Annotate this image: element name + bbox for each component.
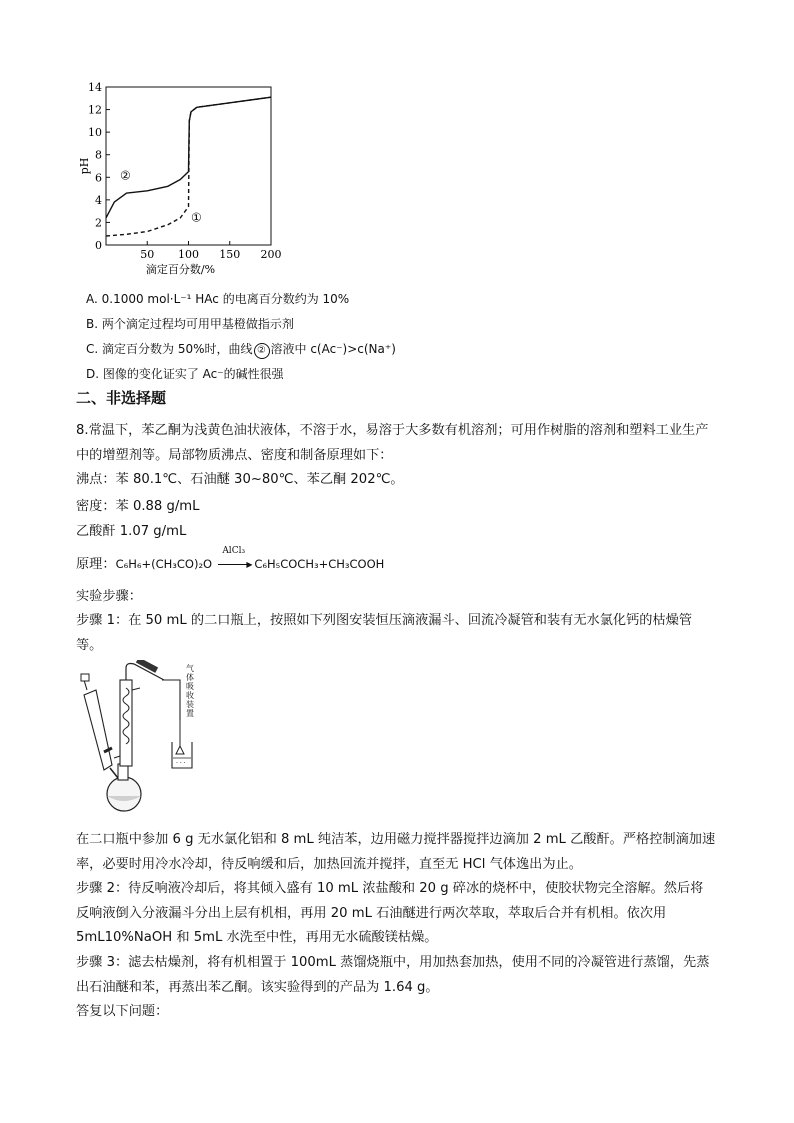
principle-label: 原理： (76, 557, 116, 572)
option-a: A. 0.1000 mol·L⁻¹ HAc 的电离百分数约为 10% (86, 292, 350, 306)
steps-title: 实验步骤： (76, 589, 142, 604)
x-tick-label: 100 (178, 248, 199, 261)
option-c (86, 340, 396, 359)
q8-intro: 8.常温下，苯乙酮为浅黄色油状液体，不溶于水，易溶于大多数有机溶剂；可用作树脂的溶剂和塑料工业生产中的增塑剂等。局部物质沸点、密度和制备原理如下： (76, 423, 709, 463)
y-tick-label: 12 (88, 103, 102, 117)
q8-density-2: 乙酸酐 1.07 g/mL (76, 524, 187, 539)
option-c-post: 溶液中 c(Ac⁻)>c(Na⁺) (270, 342, 396, 356)
x-tick-label: 50 (140, 248, 155, 261)
section-title: 二、非选择题 (76, 389, 167, 407)
option-b: B. 两个滴定过程均可用甲基橙做指示剂 (86, 317, 294, 331)
q8-principle (76, 546, 385, 572)
y-tick-label: 14 (88, 81, 102, 94)
q8-density: 密度：苯 0.88 g/mL (76, 499, 200, 514)
ph-titration-chart (76, 78, 296, 283)
arrow-head: ▶ (246, 560, 253, 569)
apparatus-diagram (74, 660, 204, 820)
condenser-icon (120, 680, 132, 766)
products: C₆H₅COCH₃+CH₃COOH (254, 557, 385, 571)
curve-label-1: ① (190, 210, 202, 225)
circled-2: ② (254, 343, 270, 359)
q8-boiling: 沸点：苯 80.1℃、石油醚 30~80℃、苯乙酮 202℃。 (76, 472, 404, 487)
y-tick-label: 2 (95, 216, 102, 230)
step-3: 步骤 3：滤去枯燥剂，将有机相置于 100mL 蒸馏烧瓶中，用加热套加热，使用不同的冷凝管进行蒸馏，先蒸出石油醚和苯，再蒸出苯乙酮。该实验得到的产品为 1.64 g。 (76, 955, 710, 995)
flask-icon (107, 777, 141, 811)
y-tick-label: 8 (95, 148, 102, 162)
option-d: D. 图像的变化证实了 Ac⁻的碱性很强 (86, 367, 284, 381)
reaction-arrow (216, 546, 254, 571)
x-axis-label: 滴定百分数/% (145, 263, 216, 276)
y-tick-label: 0 (95, 239, 102, 252)
step-1: 步骤 1：在 50 mL 的二口瓶上，按照如下列图安装恒压滴液漏斗、回流冷凝管和装有无水氯化钙的枯燥管等。 (76, 613, 693, 653)
reactants: C₆H₆+(CH₃CO)₂O (115, 557, 213, 571)
x-tick-label: 200 (260, 248, 282, 261)
option-c-pre: C. 滴定百分数为 50%时，曲线 (86, 342, 253, 356)
answer-prompt: 答复以下问题： (76, 1004, 169, 1019)
step-1-continued: 在二口瓶中参加 6 g 无水氯化铝和 8 mL 纯洁苯，边用磁力搅拌器搅拌边滴加 2 mL 乙酸酐。严格控制滴加速率，必要时用冷水冷却，待反响缓和后，加热回流并搅拌，直至无 HCl 气体逸出为止。 (76, 832, 716, 872)
step-2: 步骤 2：待反响液冷却后，将其倾入盛有 10 mL 浓盐酸和 20 g 碎冰的烧杯中，使胶状物完全溶解。然后将反响液倒入分液漏斗分出上层有机相，再用 20 mL 石油醚进行两次萃取，萃取后合并有机相。依次用 5mL10%NaOH 和 5mL 水洗至中性，再用无水硫酸镁枯燥。 (76, 881, 704, 945)
gas-absorber-label: 气体吸收装置 (186, 664, 194, 718)
x-tick-label: 150 (219, 248, 241, 261)
dropping-funnel-icon (84, 690, 112, 770)
y-tick-label: 10 (88, 126, 102, 140)
svg-text:· · ·: · · · (176, 760, 186, 767)
curve-label-2: ② (120, 168, 131, 183)
y-axis-label: pH (78, 157, 91, 175)
y-tick-label: 6 (95, 171, 102, 185)
y-tick-label: 4 (95, 193, 102, 207)
catalyst: AlCl₃ (222, 546, 246, 556)
